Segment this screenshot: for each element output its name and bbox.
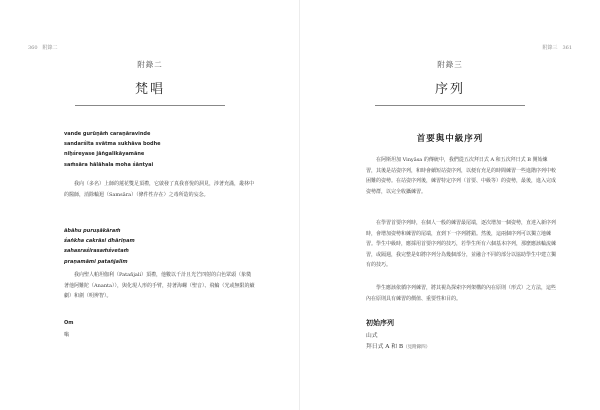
body-paragraph-1: 在阿斯坦加 Vinyāsa 的傳統中，我們從五次拜日式 A 和五次拜日式 B 開始練習，其後是站姿序列，和時會續短站姿序列，以便有充足的時間練習一些進階序列中較困難的姿勢。在站姿序列後，練習特定序列（首要、中級等）的姿勢，最後，進入完成姿勢群，以完全收攝練習。 [366, 157, 557, 195]
verse-line: niḥśreyase jāṅgalikāyamāne [64, 151, 145, 158]
verse-line: sandarśita svātma sukhāva bodhe [64, 141, 161, 148]
om-translation: 嗡 [64, 332, 70, 338]
chapter-title-left: 梵唱 [134, 82, 165, 97]
translation-paragraph-1: 我向（多名）上師的蓮花雙足頂禮，它啟發了真我喜悅的洞見，涉著充滿，叢林中的醫師，消除輪迴（Samsāra）（條件性存在）之毒所造的妄念。 [64, 181, 255, 198]
body-paragraph-2: 在學習首要序列時，在個人一般的練習最尾端，逐次增加一個姿勢，直達入新序列時，會增加姿勢和練習的尾端，直到下一序列將錯。然後，這兩個序列可以獨立地練習。學生中級時，應採用首要序列的技巧，若學生所有六個基本序列，那麼應該輪流練習，或隔週，我完整是如將序列分為幾個部分，並融合不同的部分以協助學生中建立獨有的技巧。 [366, 220, 557, 269]
sequence-item-1: 山式 [366, 333, 378, 339]
translation-paragraph-2: 我向聖人帕坦伽利（Patañjali）頂禮，他數以千計且光芒四射的白色眾頭（象徵著他阿難陀（Ananta）），與化現人形的手臂，持著海螺（聖音）、飛輪（光或無限的續劇）和劍（明辨智）。 [64, 272, 255, 300]
om-line: Om [64, 320, 74, 326]
verse-block-1 [64, 129, 161, 170]
title-rule-right [375, 105, 525, 106]
verse-line: saṁsāra hālāhala moha śāntyai [64, 161, 154, 168]
verse-line: vande gurūṇāṁ caraṇāravinde [64, 131, 151, 137]
verse-line: ābāhu puruṣākāraṁ [64, 228, 121, 234]
subsection-title: 初始序列 [366, 318, 394, 327]
appendix-label-right: 附錄三 [437, 60, 463, 69]
verse-block-2 [64, 226, 135, 267]
running-head-left: 360 附錄二 [28, 45, 58, 51]
body-paragraph-3: 學生應該依循序列練習，將其視為探索序列架構的內在原則（形式）之方法，這些內在原則具有練習的價值、重要性和目的。 [366, 285, 557, 302]
section-title: 首要與中級序列 [416, 134, 484, 144]
title-rule-left [75, 105, 225, 106]
appendix-label-left: 附錄二 [137, 60, 163, 69]
chapter-title-right: 序列 [434, 82, 465, 97]
running-head-right: 附錄三 361 [542, 45, 572, 51]
sequence-item-2-label: 拜日式 A 和 B [366, 344, 404, 350]
sequence-item-2 [366, 341, 430, 350]
sequence-item-2-note: （見附錄四） [403, 345, 431, 350]
verse-line: praṇamāmi patañjalim [64, 258, 128, 265]
verse-line: sahasraśirasaṁśvetaṁ [64, 248, 129, 255]
right-page [300, 0, 600, 410]
verse-line: śaṅkha cakrāsi dhāriṇam [64, 238, 135, 245]
